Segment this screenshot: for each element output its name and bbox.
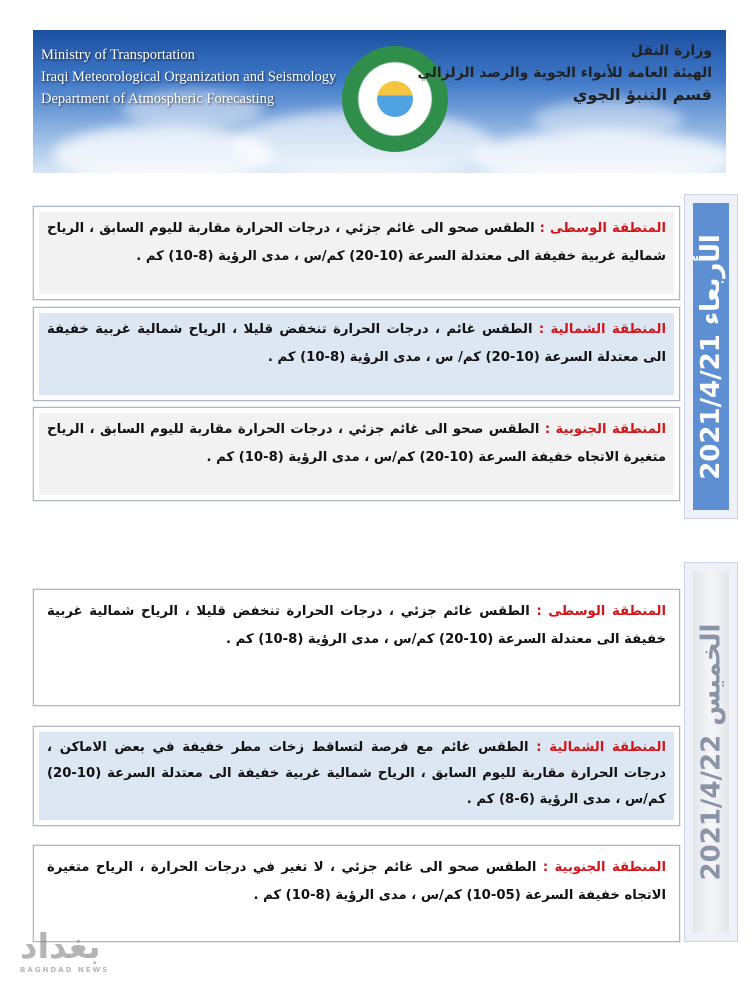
watermark-main: بغداد	[20, 927, 101, 967]
forecast-text: الطقس غائم مع فرصة لتساقط زخات مطر خفيفة في بعض الاماكن ، درجات الحرارة مقاربة لليوم السابق ، الرياح شمالية غربية خفيفة الى معتدلة السرعة (10-20) كم/س ، مدى الرؤية (6-8) كم .	[47, 740, 666, 807]
region-label: المنطقة الوسطى :	[539, 221, 666, 236]
region-label: المنطقة الشمالية :	[538, 322, 666, 337]
forecast-box-south-day2	[33, 845, 680, 942]
baghdad-news-watermark-logo	[20, 927, 130, 990]
day-tab-thursday	[684, 562, 738, 942]
forecast-text: الطقس غائم جزئي ، درجات الحرارة تنخفض قليلا ، الرياح شمالية غربية خفيفة الى معتدلة السرعة (10-20) كم/س ، مدى الرؤية (8-10) كم .	[47, 604, 666, 647]
department-name-ar: قسم التنبؤ الجوي	[572, 85, 712, 104]
forecast-text: الطقس غائم ، درجات الحرارة تنخفض قليلا ، الرياح شمالية غربية خفيفة الى معتدلة السرعة (10-20) كم/ س ، مدى الرؤية (8-10) كم .	[47, 322, 666, 365]
day-tab-wednesday	[684, 194, 738, 519]
ministry-name-en: Ministry of Transportation	[41, 47, 195, 63]
forecast-box-central-day2	[33, 589, 680, 706]
header-banner	[33, 30, 726, 173]
forecast-box-north-day1	[33, 307, 680, 401]
day-label: الأربعاء 2021/4/21	[696, 233, 726, 480]
forecast-text: الطقس صحو الى غائم جزئي ، لا تغير في درجات الحرارة ، الرياح متغيرة الاتجاه خفيفة السرعة (05-10) كم/س ، مدى الرؤية (8-10) كم .	[47, 860, 666, 903]
watermark-sub: BAGHDAD NEWS	[20, 966, 110, 974]
forecast-box-north-day2	[33, 726, 680, 826]
forecast-box-south-day1	[33, 407, 680, 501]
ministry-english-title	[41, 44, 337, 110]
department-name-en: Department of Atmospheric Forecasting	[41, 91, 275, 107]
forecast-text: الطقس صحو الى غائم جزئي ، درجات الحرارة مقاربة لليوم السابق ، الرياح شمالية غربية خفيفة الى معتدلة السرعة (10-20) كم/س ، مدى الرؤية (8-10) كم .	[47, 221, 666, 264]
forecast-box-central-day1	[33, 206, 680, 300]
day-label: الخميس 2021/4/22	[696, 623, 726, 881]
region-label: المنطقة الوسطى :	[536, 604, 667, 619]
organization-name-ar: الهيئة العامة للأنواء الجوية والرصد الزلزالي	[417, 65, 712, 81]
ministry-name-ar: وزارة النقل	[630, 43, 712, 59]
forecast-text: الطقس صحو الى غائم جزئي ، درجات الحرارة مقاربة لليوم السابق ، الرياح متغيرة الاتجاه خفيفة السرعة (10-20) كم/س ، مدى الرؤية (8-10) كم .	[47, 422, 666, 465]
organization-name-en: Iraqi Meteorological Organization and Seismology	[41, 69, 337, 85]
region-label: المنطقة الشمالية :	[536, 740, 666, 755]
ministry-arabic-title	[417, 40, 712, 106]
region-label: المنطقة الجنوبية :	[542, 860, 667, 875]
region-label: المنطقة الجنوبية :	[544, 422, 667, 437]
